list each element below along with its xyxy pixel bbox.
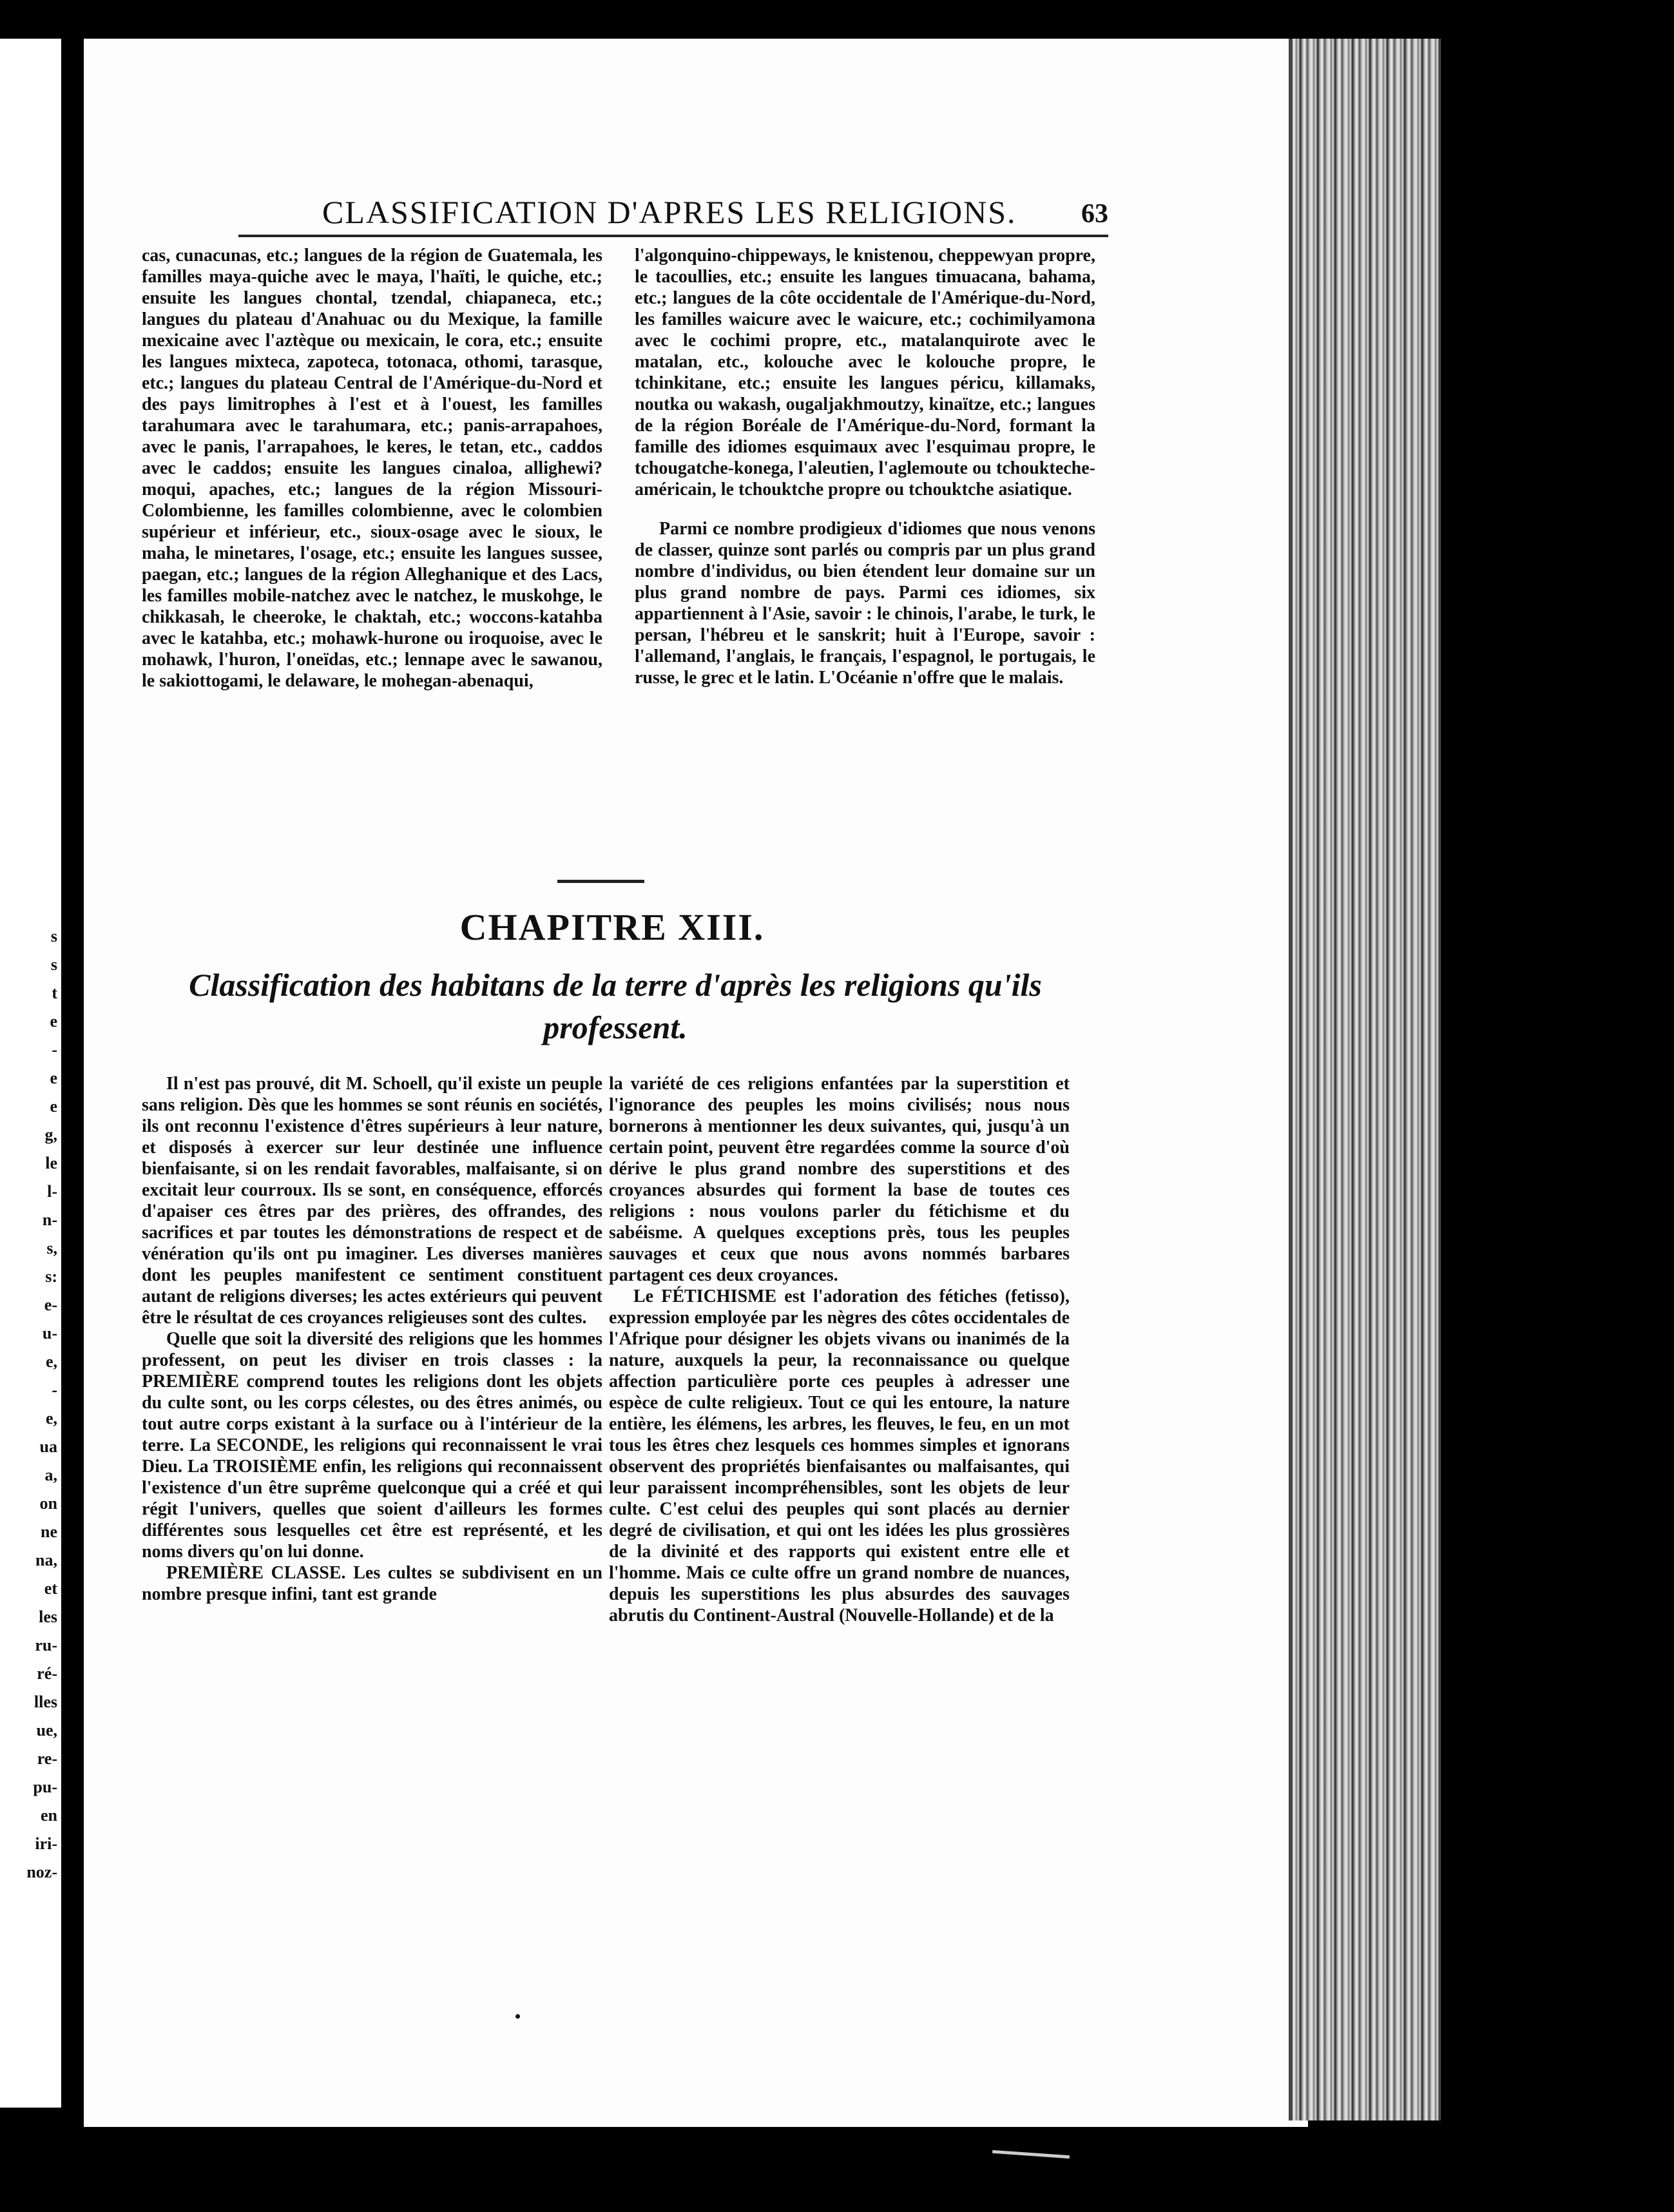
page-header [238, 193, 1108, 232]
body-left-p3: PREMIÈRE CLASSE. Les cultes se subdivisent en un nombre presque infini, tant est grande [142, 1563, 602, 1604]
margin-fragment: - [52, 1381, 57, 1399]
margin-fragment: on [39, 1494, 57, 1513]
margin-fragment: e [50, 1069, 57, 1087]
margin-fragment: e, [45, 1409, 57, 1428]
margin-fragment: lles [34, 1693, 57, 1711]
margin-fragment: ru- [35, 1636, 57, 1654]
margin-fragment: g, [44, 1125, 57, 1144]
body-left-p1: Il n'est pas prouvé, dit M. Schoell, qu'il existe un peuple sans religion. Dès que les hommes se sont réunis en sociétés, ils ont reconnu l'existence d'êtres supérieurs à leur nature, et disposés à exercer sur leur destinée une influence bienfaisante, si on les rendait favorables, malfaisante, si on excitait leur courroux. Ils se sont, en conséquence, efforcés d'apaiser ces êtres par des prières, des offrandes, des sacrifices et par toutes les démonstrations de respect et de vénération qu'ils ont pu imaginer. Les diverses manières dont les peuples manifestent ce sentiment constituent autant de religions diverses; les actes extérieurs qui peuvent être le résultat de ces croyances religieuses sont des cultes. [142, 1074, 602, 1328]
ink-dot [515, 2014, 520, 2019]
chapter-title: CHAPITRE XIII. [459, 906, 765, 948]
margin-fragment: e, [45, 1352, 57, 1371]
top-left-column [142, 245, 602, 857]
margin-fragment: s [50, 927, 57, 946]
margin-fragment: ua [39, 1437, 57, 1456]
body-right-p2: Le FÉTICHISME est l'adoration des fétiches (fetisso), expression employée par les nègres des côtes occidentales de l'Afrique pour désigner les objets vivans ou inanimés de la nature, auxquels la peur, la reconnaissance ou quelque affection particulière porte ces peuples à adresser une espèce de culte religieux. Tout ce qui les entoure, la nature entière, les élémens, les arbres, les fleuves, le feu, en un mot tous les êtres chez lesquels ces hommes simples et ignorans observent des propriétés bienfaisantes ou malfaisantes, qui leur paraissent incompréhensibles, sont les objets de leur culte. C'est celui des peuples qui sont placés au dernier degré de civilisation, et qui ont les idées les plus grossières de la divinité et des rapports qui existent entre elle et l'homme. Mais ce culte offre un grand nombre de nuances, depuis les superstitions les plus absurdes des sauvages abrutis du Continent-Austral (Nouvelle-Hollande) et de la [609, 1286, 1070, 1625]
margin-fragment: le [45, 1154, 57, 1172]
margin-fragment: les [39, 1607, 57, 1626]
margin-fragment: l- [47, 1182, 57, 1201]
margin-fragment: t [52, 984, 57, 1002]
chapter-subtitle: Classification des habitans de la terre d'après les religions qu'ils professent. [189, 967, 1042, 1045]
margin-fragment: a, [44, 1466, 57, 1484]
margin-fragment: e- [44, 1295, 57, 1314]
margin-fragment: et [44, 1579, 57, 1598]
running-title: CLASSIFICATION D'APRES LES RELIGIONS. [322, 194, 1017, 230]
page-edges [1289, 39, 1441, 2120]
section-separator [557, 880, 644, 883]
margin-fragment: e [50, 1012, 57, 1031]
scan-mark [992, 2150, 1070, 2159]
margin-fragment: pu- [33, 1778, 57, 1796]
margin-fragment: iri- [35, 1834, 57, 1853]
margin-fragment: s, [46, 1239, 57, 1257]
margin-fragment: e [50, 1097, 57, 1116]
margin-fragment: - [52, 1040, 57, 1059]
adjacent-page-margin [0, 39, 61, 2108]
top-right-text-2: Parmi ce nombre prodigieux d'idiomes que nous venons de classer, quinze sont parlés ou compris par un plus grand nombre d'individus, ou bien étendent leur domaine sur un plus grand nombre de pays. Parmi ces idiomes, six appartiennent à l'Asie, savoir : le chinois, l'arabe, le turk, le persan, l'hébreu et le sanskrit; huit à l'Europe, savoir : l'allemand, l'anglais, le français, l'espagnol, le portugais, le russe, le grec et le latin. L'Océanie n'offre que le malais. [635, 519, 1095, 688]
header-rule [238, 235, 1108, 237]
margin-fragment: noz- [26, 1863, 57, 1881]
margin-fragment: s [50, 955, 57, 974]
margin-fragment: s: [45, 1267, 57, 1286]
page-number: 63 [1081, 199, 1108, 229]
margin-fragment: en [41, 1806, 57, 1825]
margin-fragment: n- [42, 1210, 57, 1229]
margin-fragment: ré- [37, 1664, 57, 1683]
body-right-column [609, 1073, 1070, 1801]
body-right-p1: la variété de ces religions enfantées par la superstition et l'ignorance des peuples les moins civilisés; nous nous bornerons à mentionner les deux suivantes, qui, jusqu'à un certain point, peuvent être regardées comme la source d'où dérive le plus grand nombre des superstitions et des croyances absurdes qui forment la base de toutes ces religions : nous voulons parler du fétichisme et du sabéisme. A quelques exceptions près, tous les peuples sauvages et ceux que nous avons nommés barbares partagent ces deux croyances. [609, 1074, 1070, 1285]
margin-fragment: na, [35, 1551, 57, 1569]
book-gutter [61, 0, 84, 2212]
body-left-column [142, 1073, 602, 1795]
margin-fragment: ne [41, 1522, 57, 1541]
body-left-p2: Quelle que soit la diversité des religions que les hommes professent, on peut les diviser en trois classes : la PREMIÈRE comprend toutes les religions dont les objets du culte sont, ou les corps célestes, ou des êtres animés, ou tout autre corps existant à la surface ou à l'intérieur de la terre. La SECONDE, les religions qui reconnaissent le vrai Dieu. La TROISIÈME enfin, les religions qui reconnaissent l'existence d'un être suprême quelconque qui a créé et qui régit l'univers, quelles que soient d'ailleurs les formes différentes sous lesquelles cet être est représenté, et les noms divers qu'on lui donne. [142, 1329, 602, 1562]
top-right-column [635, 245, 1095, 857]
margin-fragment: u- [42, 1324, 57, 1343]
margin-fragment: ue, [36, 1721, 57, 1740]
top-right-text: l'algonquino-chippeways, le knistenou, cheppewyan propre, le tacoullies, etc.; ensuite les langues timuacana, bahama, etc.; langues de la côte occidentale de l'Amérique-du-Nord, les familles waicure avec le waicure, etc.; cochimilyamona avec le cochimi propre, etc., matalanquirote avec le matalan, etc., kolouche avec le kolouche propre, le tchinkitane, etc.; ensuite les langues péricu, killamaks, noutka ou wakash, ougaljakhmoutzy, kinaïtze, etc.; langues de la région Boréale de l'Amérique-du-Nord, formant la famille des idiomes esquimaux avec l'esquimau propre, le tchougatche-konega, l'aleutien, l'aglemoute ou tchoukteche-américain, le tchouktche propre ou tchouktche asiatique. [635, 246, 1095, 500]
top-left-text: cas, cunacunas, etc.; langues de la région de Guatemala, les familles maya-quiche avec le maya, l'haïti, le quiche, etc.; ensuite les langues chontal, tzendal, chiapaneca, etc.; langues du plateau d'Anahuac ou du Mexique, la famille mexicaine avec l'aztèque ou mexicain, le cora, etc.; ensuite les langues mixteca, zapoteca, totonaca, othomi, tarasque, etc.; langues du plateau Central de l'Amérique-du-Nord et des pays limitrophes à l'est et à l'ouest, les familles tarahumara avec le tarahumara, etc.; panis-arrapahoes, avec le panis, l'arrapahoes, le keres, le tetan, etc., caddos avec le caddos; ensuite les langues cinaloa, allighewi? moqui, apaches, etc.; langues de la région Missouri-Colombienne, les familles colombienne, avec le colombien supérieur et inférieur, etc., sioux-osage avec le sioux, le maha, le minetares, l'osage, etc.; ensuite les langues sussee, paegan, etc.; langues de la région Alleghanique et des Lacs, les familles mobile-natchez avec le natchez, le muskohge, le chikkasah, le cheeroke, le chaktah, etc.; woccons-katahba avec le katahba, etc.; mohawk-hurone ou iroquoise, avec le mohawk, l'huron, l'oneïdas, etc.; lennape avec le sawanou, le sakiottogami, le delaware, le mohegan-abenaqui, [142, 246, 602, 691]
margin-fragment: re- [37, 1749, 57, 1768]
